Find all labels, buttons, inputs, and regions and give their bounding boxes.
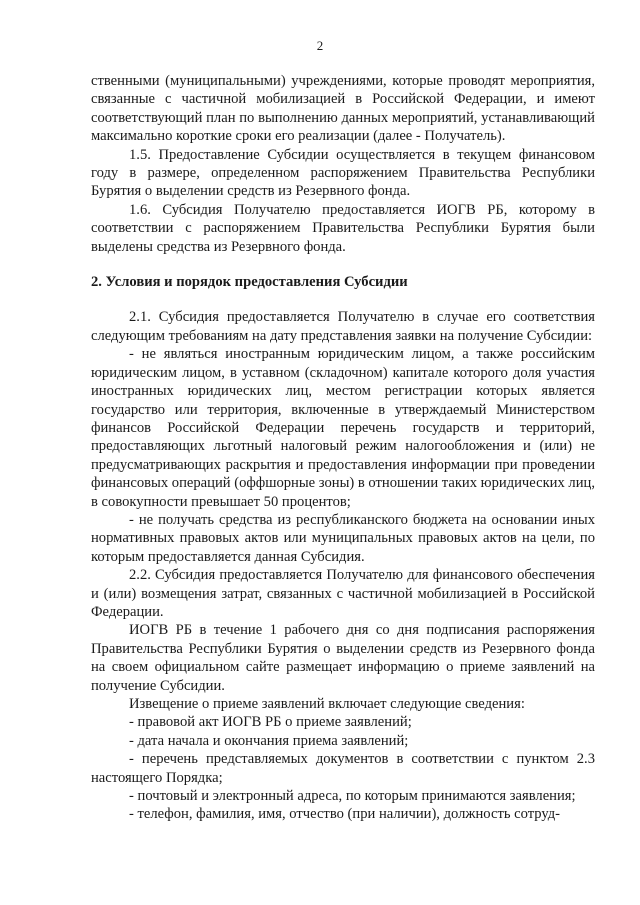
list-item-documents: - перечень представляемых документов в соответствии с пунктом 2.3 настоящего Порядка; xyxy=(91,751,595,786)
paragraph-2-1: 2.1. Субсидия предоставляется Получателю в случае его соответствия следующим требованиям на дату представления заявки на получение Субсидии: xyxy=(91,309,595,344)
section-heading: 2. Условия и порядок предоставления Субсидии xyxy=(91,274,408,291)
list-item-contact: - телефон, фамилия, имя, отчество (при наличии), должность сотруд- xyxy=(129,806,561,823)
list-item-legal-act: - правовой акт ИОГВ РБ о приеме заявлений; xyxy=(129,714,412,731)
paragraph-iogv-notice: ИОГВ РБ в течение 1 рабочего дня со дня подписания распоряжения Правительства Республики Бурятия о выделении средств из Резервного фонда на своем официальном сайте размещает информацию о приеме заявлений на получение Субсидии. xyxy=(91,622,595,694)
list-item-dates: - дата начала и окончания приема заявлений; xyxy=(129,732,409,749)
document-body xyxy=(91,72,595,824)
paragraph-notice-contents: Извещение о приеме заявлений включает следующие сведения: xyxy=(129,696,525,712)
list-item-no-other-funds: - не получать средства из республиканского бюджета на основании иных нормативных правовых актов или муниципальных правовых актов на цели, по которым предоставляется данная Субсидия. xyxy=(91,511,595,565)
list-item-addresses: - почтовый и электронный адреса, по которым принимаются заявления; xyxy=(129,788,576,805)
paragraph-1-6: 1.6. Субсидия Получателю предоставляется ИОГВ РБ, которому в соответствии с распоряжением Правительства Республики Бурятия были выделены средства из Резервного фонда. xyxy=(91,201,595,255)
paragraph-1-5: 1.5. Предоставление Субсидии осуществляется в текущем финансовом году в размере, определенном распоряжением Правительства Республики Бурятия о выделении средств из Резервного фонда. xyxy=(91,146,595,200)
paragraph-continuation: ственными (муниципальными) учреждениями, которые проводят мероприятия, связанные с частичной мобилизацией в Российской Федерации, и имеют соответствующий план по выполнению данных мероприятий, устанавливающий максимально короткие сроки его реализации (далее - Получатель). xyxy=(91,73,595,145)
paragraph-2-2: 2.2. Субсидия предоставляется Получателю для финансового обеспечения и (или) возмещения затрат, связанных с частичной мобилизацией в Российской Федерации. xyxy=(91,567,595,620)
page-number: 2 xyxy=(316,38,324,53)
list-item-foreign-entity: - не являться иностранным юридическим лицом, а также российским юридическим лицом, в уставном (складочном) капитале которого доля участия иностранных юридических лиц, местом регистрации которых является государство или территория, включенные в утверждаемый Министерством финансов Российской Федерации перечень государств и территорий, предоставляющих льготный налоговый режим налогообложения и (или) не предусматривающих раскрытия и предоставления информации при проведении финансовых операций (оффшорные зоны) в отношении таких юридических лиц, в совокупности превышает 50 процентов; xyxy=(91,346,595,510)
